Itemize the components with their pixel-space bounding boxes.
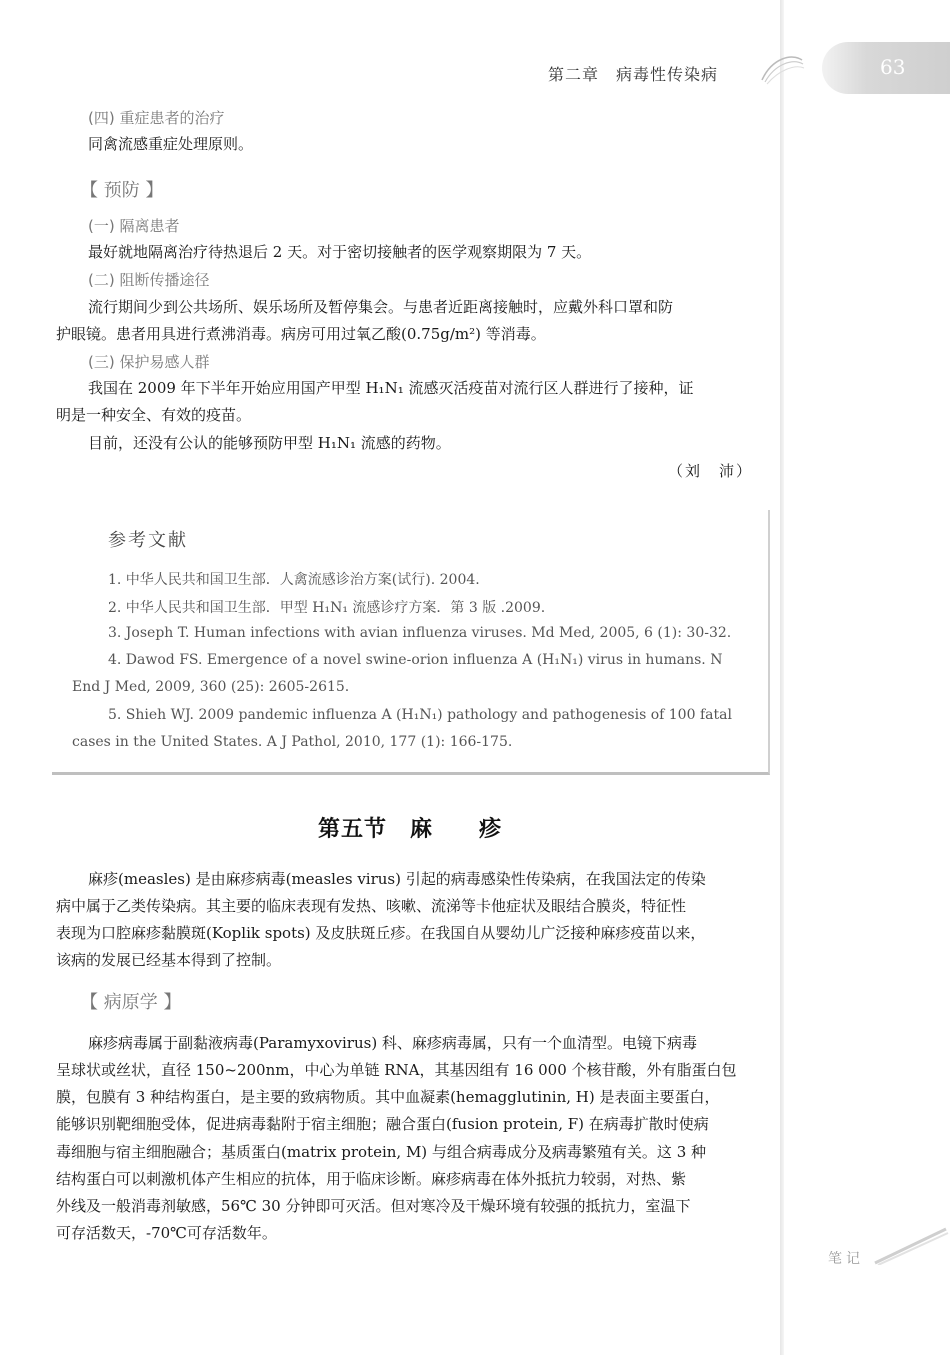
section-title: 第五节 麻 疹 — [318, 817, 503, 842]
etiology-line: 外线及一般消毒剂敏感，56℃ 30 分钟即可灭活。但对寒冷及干燥环境有较强的抵抗力，室温下 — [56, 1197, 691, 1215]
reference-item: 4. Dawod FS. Emergence of a novel swine-orion influenza A (H₁N₁) virus in humans. N — [108, 652, 723, 668]
reference-item-cont: cases in the United States. A J Pathol, 2010, 177 (1): 166-175. — [72, 734, 513, 750]
paragraph-line: 流行期间少到公共场所、娱乐场所及暂停集会。与患者近距离接触时，应戴外科口罩和防 — [88, 298, 674, 316]
reference-item-cont: End J Med, 2009, 360 (25): 2605-2615. — [72, 679, 350, 695]
intro-line: 表现为口腔麻疹黏膜斑(Koplik spots) 及皮肤斑丘疹。在我国自从婴幼儿广泛接种麻疹疫苗以来， — [56, 924, 706, 942]
intro-line: 病中属于乙类传染病。其主要的临床表现有发热、咳嗽、流涕等卡他症状及眼结合膜炎，特征性 — [56, 897, 687, 915]
subheading-severe-treatment: (四) 重症患者的治疗 — [88, 109, 225, 127]
reference-item: 3. Joseph T. Human infections with avian influenza viruses. Md Med, 2005, 6 (1): 30-32. — [108, 625, 732, 641]
etiology-line: 麻疹病毒属于副黏液病毒(Paramyxovirus) 科、麻疹病毒属，只有一个血清型。电镜下病毒 — [88, 1034, 697, 1052]
intro-line: 该病的发展已经基本得到了控制。 — [56, 951, 282, 969]
paragraph-line: 护眼镜。患者用具进行煮沸消毒。病房可用过氧乙酸(0.75g/m²) 等消毒。 — [56, 325, 546, 343]
subheading-protect-susceptible: (三) 保护易感人群 — [88, 353, 210, 371]
section-label-prevention: 【 预防 】 — [80, 180, 164, 201]
etiology-line: 毒细胞与宿主细胞融合；基质蛋白(matrix protein, M) 与组合病毒成分及病毒繁殖有关。这 3 种 — [56, 1143, 707, 1161]
paragraph-line: 目前，还没有公认的能够预防甲型 H₁N₁ 流感的药物。 — [88, 434, 451, 452]
etiology-line: 可存活数天，-70℃可存活数年。 — [56, 1224, 277, 1242]
reference-item: 5. Shieh WJ. 2009 pandemic influenza A (H₁N₁) pathology and pathogenesis of 100 fatal — [108, 707, 732, 723]
paragraph-line: 明是一种安全、有效的疫苗。 — [56, 406, 252, 424]
running-header: 第二章 病毒性传染病 — [548, 65, 719, 84]
author: （刘 沛） — [668, 462, 754, 480]
section-label-etiology: 【 病原学 】 — [80, 992, 182, 1013]
paragraph-line: 我国在 2009 年下半年开始应用国产甲型 H₁N₁ 流感灭活疫苗对流行区人群进行了接种，证 — [88, 379, 694, 397]
subheading-isolation: (一) 隔离患者 — [88, 217, 180, 235]
etiology-line: 呈球状或丝状，直径 150~200nm，中心为单链 RNA，其基因组有 16 000 个核苷酸，外有脂蛋白包 — [56, 1061, 737, 1079]
paragraph: 最好就地隔离治疗待热退后 2 天。对于密切接触者的医学观察期限为 7 天。 — [88, 243, 592, 261]
references-title: 参考文献 — [108, 530, 188, 551]
page-number: 63 — [880, 55, 906, 79]
page-edge — [780, 0, 784, 1355]
paragraph: 同禽流感重症处理原则。 — [88, 135, 254, 153]
etiology-line: 结构蛋白可以刺激机体产生相应的抗体，用于临床诊断。麻疹病毒在体外抵抗力较弱，对热、紫 — [56, 1170, 687, 1188]
intro-line: 麻疹(measles) 是由麻疹病毒(measles virus) 引起的病毒感染性传染病，在我国法定的传染 — [88, 870, 706, 888]
etiology-line: 能够识别靶细胞受体，促进病毒黏附于宿主细胞；融合蛋白(fusion protein, F) 在病毒扩散时使病 — [56, 1115, 709, 1133]
margin-note: 笔记 — [828, 1251, 864, 1267]
pencil-icon — [870, 1225, 950, 1265]
subheading-block-transmission: (二) 阻断传播途径 — [88, 271, 210, 289]
etiology-line: 膜，包膜有 3 种结构蛋白，是主要的致病物质。其中血凝素(hemagglutinin, H) 是表面主要蛋白， — [56, 1088, 720, 1106]
swirl-decoration-icon — [757, 48, 807, 88]
reference-item: 2. 中华人民共和国卫生部．甲型 H₁N₁ 流感诊疗方案．第 3 版 .2009. — [108, 600, 546, 616]
reference-item: 1. 中华人民共和国卫生部．人禽流感诊治方案(试行). 2004. — [108, 572, 480, 588]
